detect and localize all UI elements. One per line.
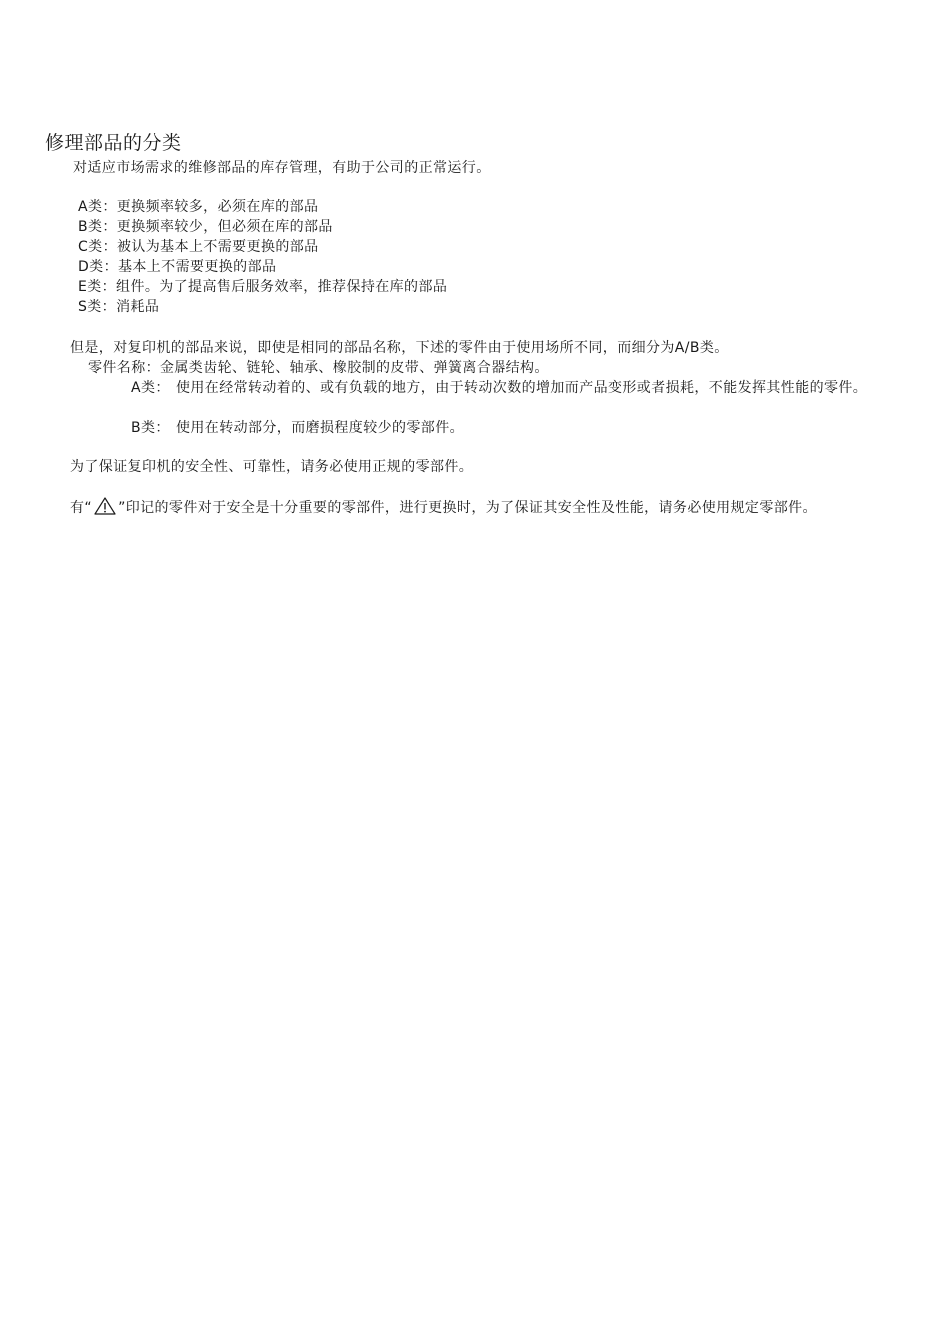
class-e-item: E类：组件。为了提高售后服务效率，推荐保持在库的部品 [78, 279, 448, 295]
sub-class-b-label: B类： [131, 420, 170, 436]
class-a-item: A类：更换频率较多，必须在库的部品 [78, 199, 319, 215]
warning-paragraph [70, 497, 875, 518]
class-c-item: C类：被认为基本上不需要更换的部品 [78, 239, 319, 255]
warning-prefix: 有“ [70, 500, 93, 516]
however-paragraph: 但是，对复印机的部品来说，即使是相同的部品名称，下述的零件由于使用场所不同，而细分为A/B类。 [70, 340, 729, 356]
sub-class-b-text: 使用在转动部分，而磨损程度较少的零部件。 [176, 420, 464, 436]
class-s-item: S类：消耗品 [78, 299, 160, 315]
sub-class-a-text: 使用在经常转动着的、或有负载的地方，由于转动次数的增加而产品变形或者损耗，不能发挥其性能的零件。 [176, 380, 868, 396]
page-title: 修理部品的分类 [45, 132, 182, 154]
warning-triangle-icon [94, 497, 116, 515]
warning-suffix: ”印记的零件对于安全是十分重要的零部件，进行更换时，为了保证其安全性及性能，请务必使用规定零部件。 [118, 500, 817, 516]
parts-names: 零件名称：金属类齿轮、链轮、轴承、橡胶制的皮带、弹簧离合器结构。 [88, 360, 549, 376]
class-b-item: B类：更换频率较少，但必须在库的部品 [78, 219, 333, 235]
intro-paragraph: 对适应市场需求的维修部品的库存管理，有助于公司的正常运行。 [73, 160, 491, 176]
class-d-item: D类：基本上不需要更换的部品 [78, 259, 277, 275]
sub-class-a-label: A类： [131, 380, 170, 396]
safety-paragraph: 为了保证复印机的安全性、可靠性，请务必使用正规的零部件。 [70, 459, 474, 475]
